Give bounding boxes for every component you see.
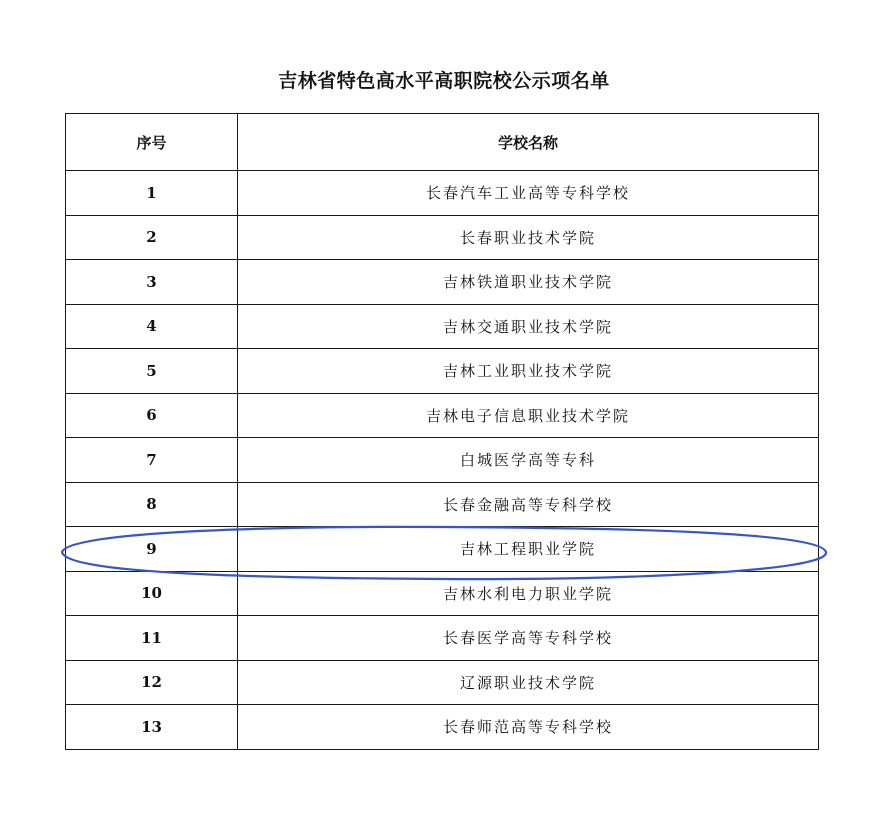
table-row	[66, 705, 819, 750]
row-number: 6	[66, 393, 238, 438]
school-name: 长春医学高等专科学校	[238, 616, 819, 661]
row-number: 9	[66, 527, 238, 572]
school-name: 吉林工程职业学院	[238, 527, 819, 572]
table-row	[66, 304, 819, 349]
table-row	[66, 571, 819, 616]
row-number: 2	[66, 215, 238, 260]
table-row	[66, 349, 819, 394]
school-name: 吉林电子信息职业技术学院	[238, 393, 819, 438]
table-row	[66, 616, 819, 661]
school-name: 吉林铁道职业技术学院	[238, 260, 819, 305]
table-row	[66, 482, 819, 527]
document-title: 吉林省特色高水平高职院校公示项名单	[278, 70, 610, 92]
header-school-name: 学校名称	[238, 114, 819, 171]
row-number: 5	[66, 349, 238, 394]
row-number: 12	[66, 660, 238, 705]
row-number: 1	[66, 171, 238, 216]
row-number: 8	[66, 482, 238, 527]
header-number: 序号	[66, 114, 238, 171]
table-row	[66, 171, 819, 216]
school-name: 吉林工业职业技术学院	[238, 349, 819, 394]
table-row	[66, 393, 819, 438]
school-name: 长春汽车工业高等专科学校	[238, 171, 819, 216]
school-list-table	[65, 113, 819, 750]
table-row	[66, 260, 819, 305]
row-number: 4	[66, 304, 238, 349]
table-row	[66, 660, 819, 705]
row-number: 11	[66, 616, 238, 661]
table-header-row	[66, 114, 819, 171]
school-name: 长春师范高等专科学校	[238, 705, 819, 750]
table-row	[66, 438, 819, 483]
school-name: 长春职业技术学院	[238, 215, 819, 260]
row-number: 7	[66, 438, 238, 483]
row-number: 3	[66, 260, 238, 305]
school-name: 长春金融高等专科学校	[238, 482, 819, 527]
school-name: 吉林水利电力职业学院	[238, 571, 819, 616]
school-name: 辽源职业技术学院	[238, 660, 819, 705]
school-name: 吉林交通职业技术学院	[238, 304, 819, 349]
row-number: 13	[66, 705, 238, 750]
table-row-highlighted	[66, 527, 819, 572]
table-row	[66, 215, 819, 260]
school-name: 白城医学高等专科	[238, 438, 819, 483]
row-number: 10	[66, 571, 238, 616]
